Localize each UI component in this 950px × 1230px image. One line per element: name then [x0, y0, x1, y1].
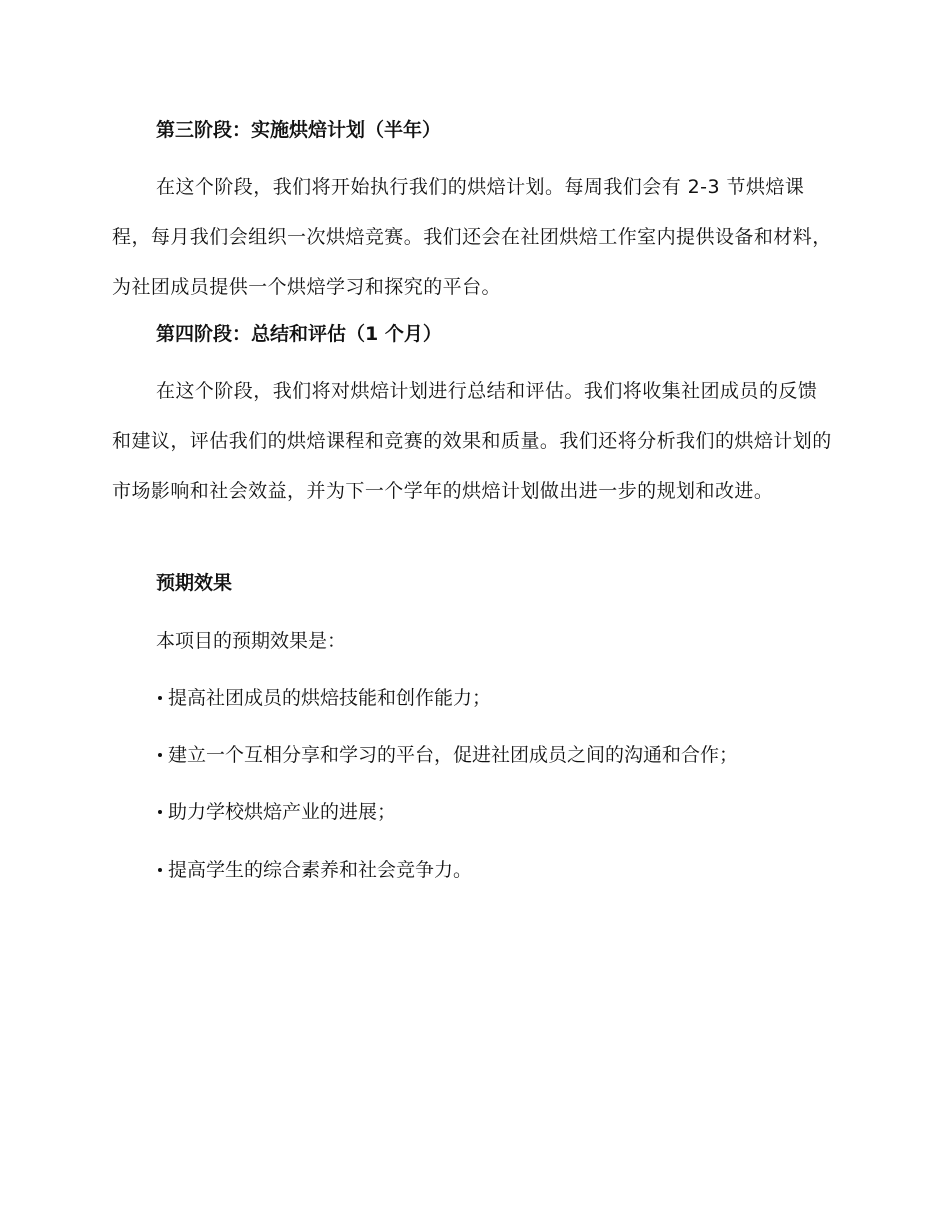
list-item-text: 提高学生的综合素养和社会竞争力。	[168, 859, 473, 881]
bullet-icon	[158, 753, 162, 757]
list-item	[156, 798, 396, 826]
stage4-heading: 第四阶段：总结和评估（1 个月）	[156, 323, 442, 345]
bullet-icon	[158, 868, 162, 872]
list-item	[156, 684, 491, 712]
stage4-paragraph: 在这个阶段，我们将对烘焙计划进行总结和评估。我们将收集社团成员的反馈和建议，评估我们的烘焙课程和竞赛的效果和质量。我们还将分析我们的烘焙计划的市场影响和社会效益，并为下一个学年的烘焙计划做出进一步的规划和改进。	[112, 380, 832, 502]
list-item-text: 提高社团成员的烘焙技能和创作能力；	[168, 687, 492, 709]
list-item-text: 助力学校烘焙产业的进展；	[168, 801, 397, 823]
bullet-icon	[158, 810, 162, 814]
list-item-text: 建立一个互相分享和学习的平台，促进社团成员之间的沟通和合作；	[168, 744, 739, 766]
bullet-icon	[158, 696, 162, 700]
stage3-paragraph: 在这个阶段，我们将开始执行我们的烘焙计划。每周我们会有 2-3 节烘焙课程，每月我们会组织一次烘焙竞赛。我们还会在社团烘焙工作室内提供设备和材料，为社团成员提供一个烘焙学习和探究的平台。	[112, 176, 832, 298]
expected-heading: 预期效果	[156, 572, 233, 594]
stage3-heading: 第三阶段：实施烘焙计划（半年）	[156, 119, 442, 141]
list-item	[156, 856, 472, 884]
expected-intro: 本项目的预期效果是：	[156, 630, 347, 652]
list-item	[156, 741, 738, 769]
